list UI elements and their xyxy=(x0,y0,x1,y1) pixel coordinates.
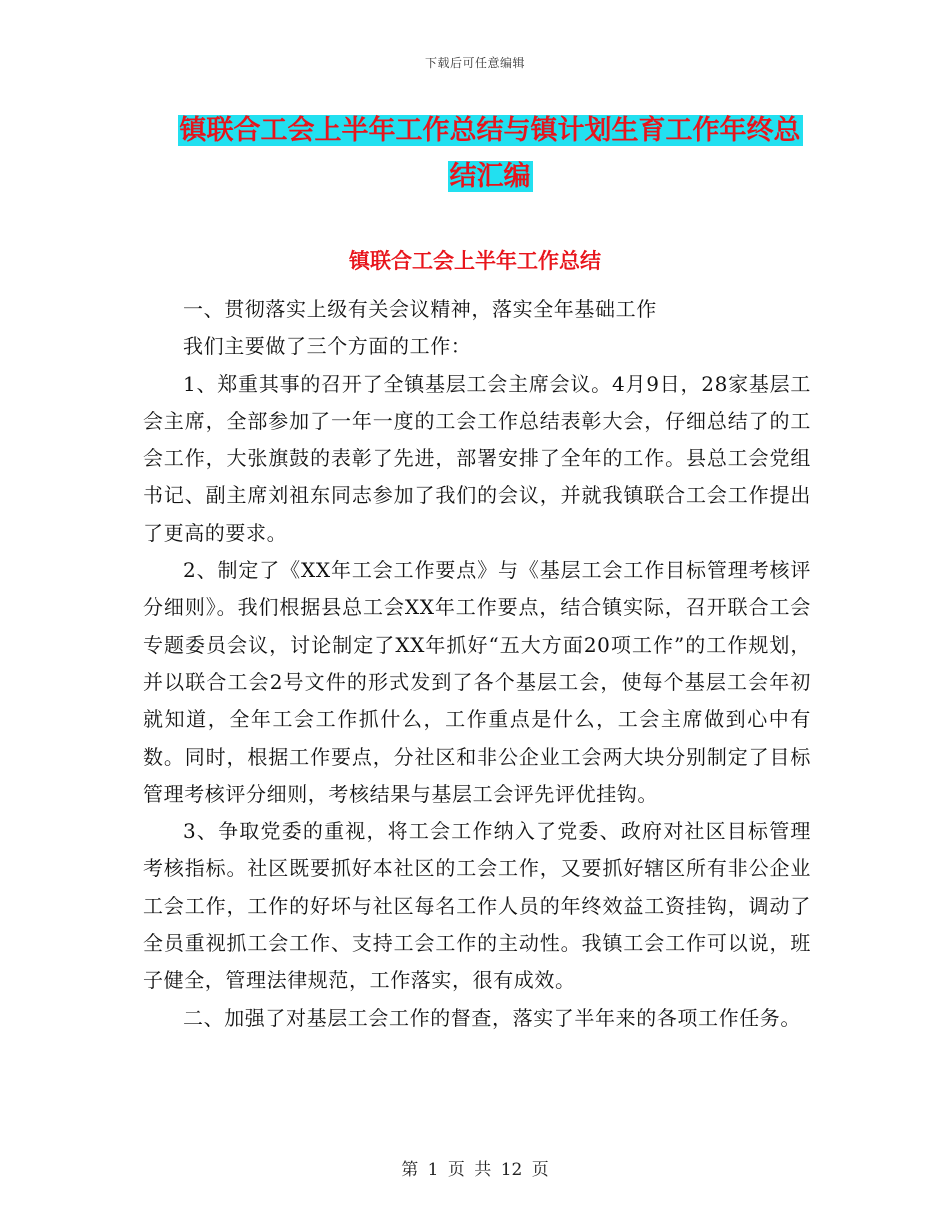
page-footer: 第 1 页 共 12 页 xyxy=(401,1160,549,1180)
paragraph-intro: 我们主要做了三个方面的工作： xyxy=(183,334,472,359)
paragraph-heading-1: 一、贯彻落实上级有关会议精神，落实全年基础工作 xyxy=(183,297,657,321)
paragraph-item-1: 1、郑重其事的召开了全镇基层工会主席会议。4月9日，28家基层工会主席，全部参加了一年一度的工会工作总结表彰大会，仔细总结了的工会工作，大张旗鼓的表彰了先进，部署安排了全年的工作。县总工会党组书记、副主席刘祖东同志参加了我们的会议，并就我镇联合工会工作提出了更高的要求。 xyxy=(143,371,811,545)
document-title-line-1: 镇联合工会上半年工作总结与镇计划生育工作年终总 xyxy=(179,115,801,146)
document-title-line-2: 结汇编 xyxy=(449,161,531,192)
paragraph-item-2: 2、制定了《XX年工会工作要点》与《基层工会工作目标管理考核评分细则》。我们根据县总工会XX年工作要点，结合镇实际，召开联合工会专题委员会议，讨论制定了XX年抓好“五大方面20项工作”的工作规划，并以联合工会2号文件的形式发到了各个基层工会，使每个基层工会年初就知道，全年工会工作抓什么，工作重点是什么，工会主席做到心中有数。同时，根据工作要点，分社区和非公企业工会两大块分别制定了目标管理考核评分细则，考核结果与基层工会评先评优挂钩。 xyxy=(143,558,811,806)
document-title xyxy=(140,108,840,200)
paragraph-item-3: 3、争取党委的重视，将工会工作纳入了党委、政府对社区目标管理考核指标。社区既要抓好本社区的工会工作，又要抓好辖区所有非公企业工会工作，工作的好坏与社区每名工作人员的年终效益工资挂钩，调动了全员重视抓工会工作、支持工会工作的主动性。我镇工会工作可以说，班子健全，管理法律规范，工作落实，很有成效。 xyxy=(143,819,811,993)
header-note: 下载后可任意编辑 xyxy=(424,56,525,70)
body-text xyxy=(143,291,811,1037)
paragraph-heading-2: 二、加强了对基层工会工作的督查，落实了半年来的各项工作任务。 xyxy=(183,1005,801,1030)
section-title: 镇联合工会上半年工作总结 xyxy=(349,249,601,273)
